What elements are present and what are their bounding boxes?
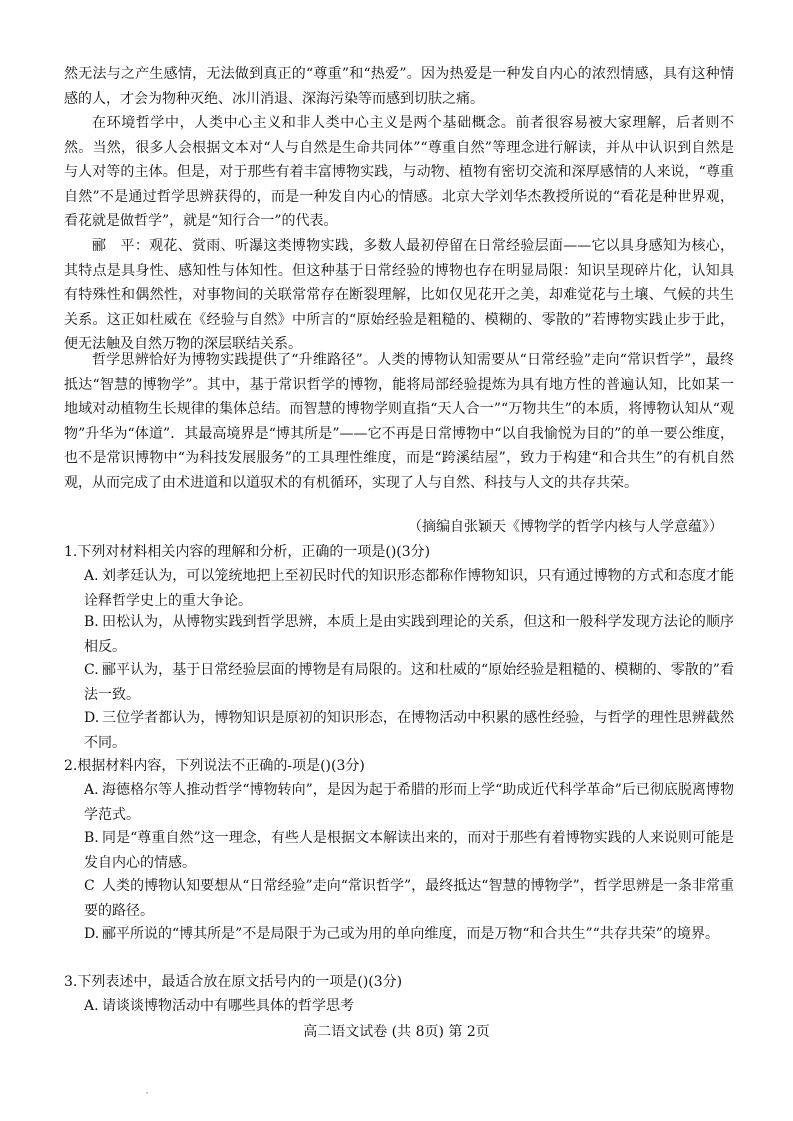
question-1-option-b [84, 610, 734, 659]
question-1-option-d [84, 706, 734, 755]
question-1-stem: 1.下列对材料相关内容的理解和分析，正确的一项是()(3分) [64, 544, 431, 560]
option-text: 三位学者都认为，博物知识是原初的知识形态，在博物活动中积累的感性经验，与哲学的理性思辨截然不同。 [84, 710, 734, 751]
page-footer: 高二语文试卷 (共 8页) 第 2页 [303, 1024, 490, 1040]
option-text: 人类的博物认知要想从“日常经验”走向“常识哲学”，最终抵达“智慧的博物学”，哲学思辨是一条非常重要的路径。 [84, 878, 734, 919]
option-label: A. [84, 998, 99, 1014]
option-label: A. [84, 782, 99, 798]
option-text: 海德格尔等人推动哲学“博物转向”，是因为起于希腊的形而上学“助成近代科学革命”后已彻底脱离博物学范式。 [84, 782, 734, 823]
question-2-option-b [84, 826, 734, 875]
option-label: A. [84, 568, 99, 584]
question-3-option-a [84, 994, 734, 1019]
option-label: B. [84, 614, 99, 630]
passage-paragraph-3 [64, 234, 734, 357]
option-label: C [84, 878, 95, 894]
option-text: 刘孝廷认为，可以笼统地把上至初民时代的知识形态都称作博物知识，只有通过博物的方式和态度才能诠释哲学史上的重大争论。 [84, 568, 734, 609]
option-label: B. [84, 830, 99, 846]
option-text: 郦平认为，基于日常经验层面的博物是有局限的。这和杜威的“原始经验是粗糙的、模糊的、零散的”看法一致。 [84, 662, 734, 703]
question-3-stem: 3.下列表述中，最适合放在原文括号内的一项是()(3分) [64, 974, 403, 990]
question-2-option-c [84, 874, 734, 923]
question-2-stem: 2.根据材料内容，下列说法不正确的-项是()(3分) [64, 758, 365, 774]
question-1-option-c [84, 658, 734, 707]
option-text: 请谈谈博物活动中有哪些具体的哲学思考 [102, 998, 354, 1014]
passage-source: （摘编自张颖天《博物学的哲学内核与人学意蕴》） [408, 519, 723, 535]
passage-paragraph-4: 哲学思辨恰好为博物实践提供了“升维路径”。人类的博物认知需要从“日常经验”走向“常识哲学”，最终抵达“智慧的博物学”。其中，基于常识哲学的博物，能将局部经验提炼为具有地方性的普遍认知，比如某一地域对动植物生长规律的集体总结。而智慧的博物学则直指“天人合一”“万物共生”的本质，将博物认知从“观物”升华为“体道”．其最高境界是“博其所是”——它不再是日常博物中“以自我愉悦为目的”的单一要公维度，也不是常识博物中“为科技发展服务”的工具理性维度，而是“跨溪结屋”，致力于构建“和合共生”的有机自然观，从而完成了由术进道和以道驭术的有机循环，实现了人与自然、科技与人文的共存共荣。 [64, 352, 734, 491]
option-label: D. [84, 926, 100, 942]
option-text: 郦平所说的“博其所是”不是局限于为己或为用的单向维度，而是万物“和合共生”“共存共荣”的境界。 [102, 926, 719, 942]
option-text: 同是“尊重自然”这一理念，有些人是根据文本解读出来的，而对于那些有着博物实践的人来说则可能是发自内心的情感。 [84, 830, 734, 871]
option-text: 田松认为，从博物实践到哲学思辨，本质上是由实践到理论的关系，但这和一般科学发现方法论的顺序相反。 [84, 614, 734, 655]
speaker-text: 观花、赏雨、听瀑这类博物实践，多数人最初停留在日常经验层面——它以具身感知为核心，其特点是具身性、感知性与体知性。但这种基于日常经验的博物也存在明显局限：知识呈现碎片化，认知具有特殊性和偶然性，对事物间的关联常常存在断裂理解，比如仅见花开之美，却难觉花与土壤、气候的共生关系。这正如杜威在《经验与自然》中所言的“原始经验是粗糙的、模糊的、零散的”若博物实践止步于此，便无法触及自然万物的深层联结关系。 [64, 238, 735, 353]
option-label: C. [84, 662, 99, 678]
scan-speck [146, 1092, 148, 1094]
option-label: D. [84, 710, 100, 726]
question-2-option-d [84, 922, 734, 947]
speaker-name: 郦 平： [92, 238, 150, 254]
passage-paragraph-1: 然无法与之产生感情，无法做到真正的“尊重”和“热爱”。因为热爱是一种发自内心的浓烈情感，具有这种情感的人，才会为物种灭绝、冰川消退、深海污染等而感到切肤之痛。 [64, 66, 734, 107]
question-1-option-a [84, 564, 734, 613]
question-2-option-a [84, 778, 734, 827]
passage-paragraph-2: 在环境哲学中，人类中心主义和非人类中心主义是两个基础概念。前者很容易被大家理解，后者则不然。当然，很多人会根据文本对“人与自然是生命共同体”“尊重自然”等理念进行解读，并从中认识到自然是与人对等的主体。但是，对于那些有着丰富博物实践，与动物、植物有密切交流和深厚感情的人来说，“尊重自然”不是通过哲学思辨获得的，而是一种发自内心的情感。北京大学刘华杰教授所说的“看花是种世界观，看花就是做哲学”，就是“知行合一”的代表。 [64, 115, 734, 230]
